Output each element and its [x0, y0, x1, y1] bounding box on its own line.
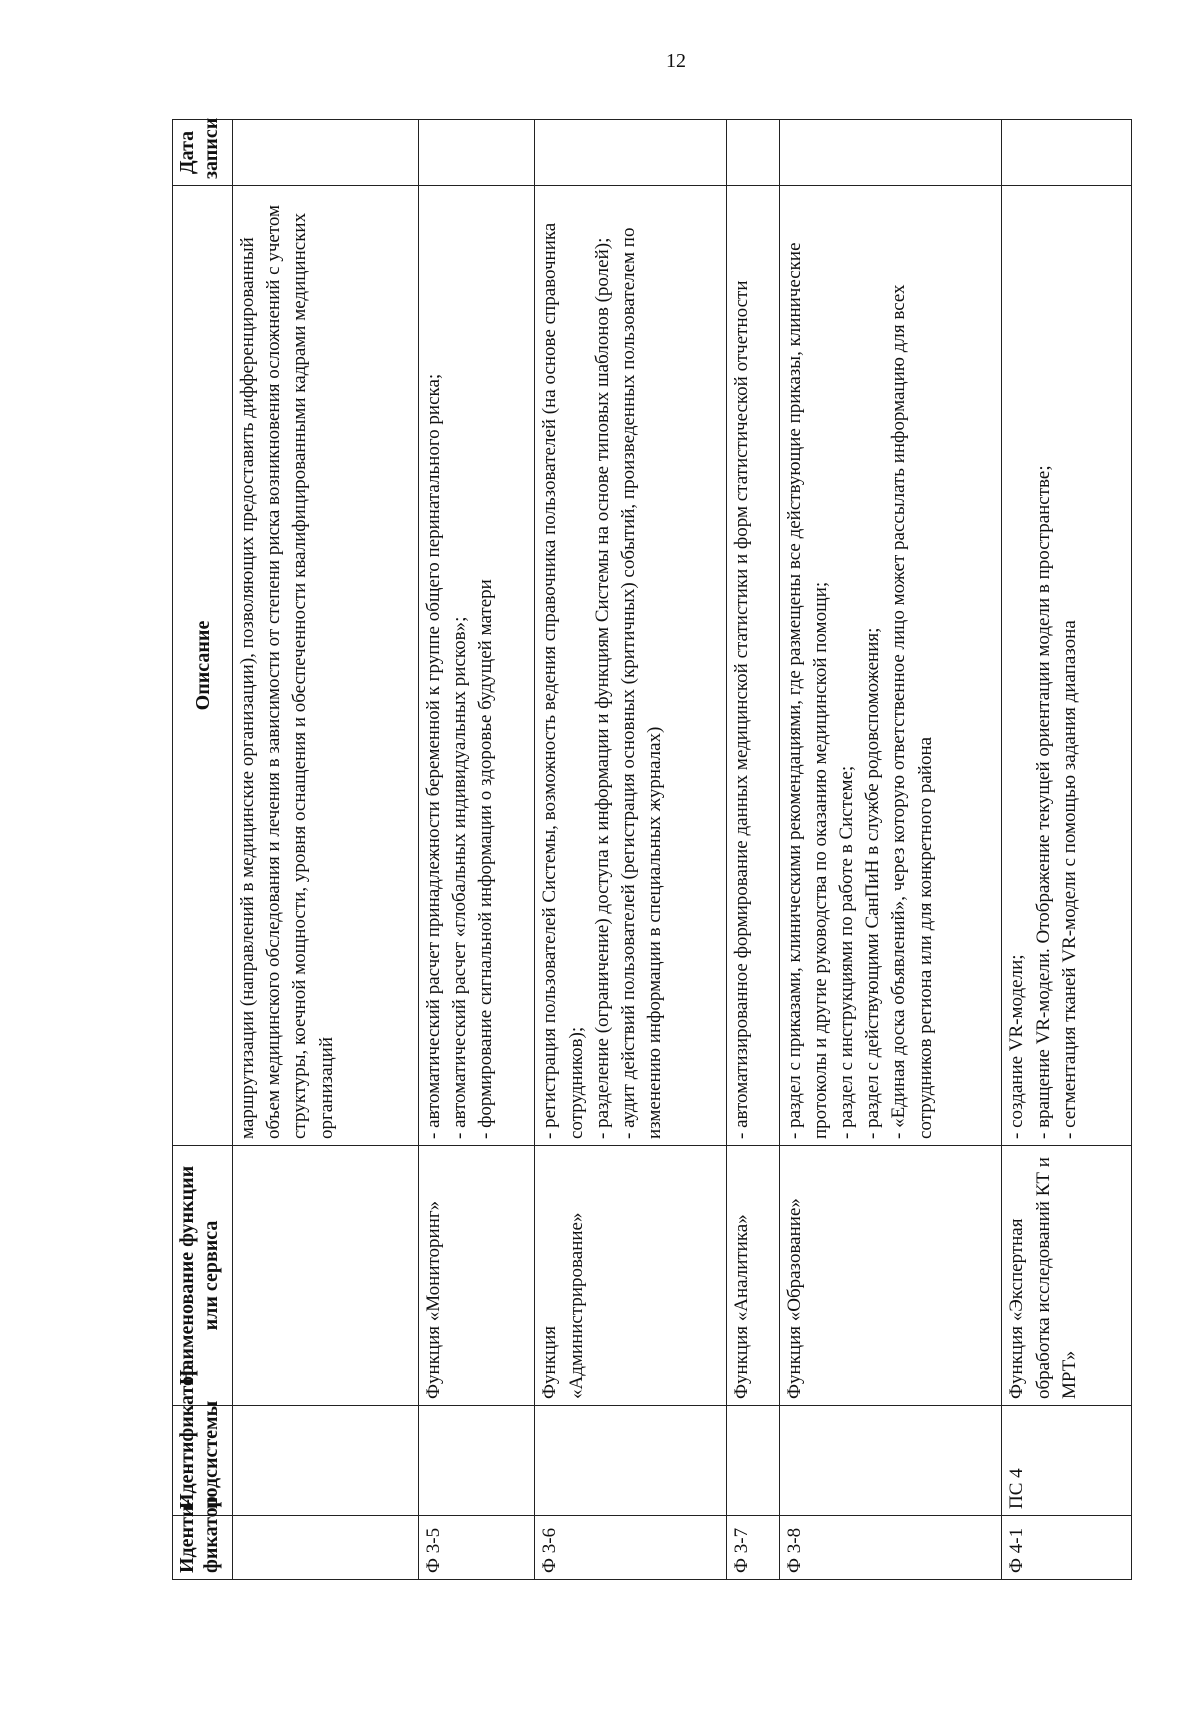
cell-description [1002, 186, 1132, 1146]
cell-name: Функция «Экспертная обработка исследований КТ и МРТ» [1002, 1146, 1132, 1406]
description-line: маршрутизации (направлений в медицинские организации), позволяющих предоставить дифференцированный объем медицинского обследования и лечения в зависимости от степени риска возникновения осложнений с учетом структуры, коечной мощности, уровня оснащения и обеспеченности квалифицированными кадрами медицинских организаций [237, 204, 337, 1139]
cell-subsystem [779, 1406, 1002, 1516]
cell-id [233, 1516, 419, 1580]
description-line: - разделение (ограничение) доступа к информации и функциям Системы на основе типовых шаблонов (ролей); [591, 237, 613, 1139]
cell-id: Ф 3-6 [535, 1516, 726, 1580]
table-row [233, 120, 419, 1580]
description-line: - раздел с приказами, клиническими рекомендациями, где размещены все действующие приказы, клинические протоколы и другие руководства по оказанию медицинской помощи; [783, 242, 831, 1139]
table-row [535, 120, 726, 1580]
cell-id: Ф 3-5 [418, 1516, 535, 1580]
cell-id: Ф 3-7 [726, 1516, 779, 1580]
header-description: Описание [173, 186, 233, 1146]
cell-subsystem [418, 1406, 535, 1516]
header-id: Иденти-фикатор [173, 1516, 233, 1580]
description-line: - сегментация тканей VR-модели с помощью задания диапазона [1058, 620, 1080, 1139]
cell-description [233, 186, 419, 1146]
table-wrapper [172, 117, 1132, 1580]
cell-date [535, 120, 726, 186]
cell-id: Ф 4-1 [1002, 1516, 1132, 1580]
description-line: - «Единая доска объявлений», через которую ответственное лицо может рассылать информацию для всех сотрудников региона или для конкретного района [888, 284, 936, 1139]
functions-table [172, 119, 1132, 1580]
cell-date [726, 120, 779, 186]
description-line: - вращение VR-модели. Отображение текущей ориентации модели в пространстве; [1032, 465, 1054, 1139]
description-line: - раздел с действующими СанПиН в службе родовспоможения; [862, 627, 884, 1139]
header-date: Дата записи [173, 120, 233, 186]
description-line: - автоматический расчет «глобальных индивидуальных рисков»; [448, 616, 470, 1139]
cell-date [418, 120, 535, 186]
header-subsystem: Идентификатор подсистемы [173, 1406, 233, 1516]
description-line: - формирование сигнальной информации о здоровье будущей матери [475, 579, 497, 1139]
cell-description [418, 186, 535, 1146]
cell-description [726, 186, 779, 1146]
table-header-row [173, 120, 233, 1580]
cell-date [233, 120, 419, 186]
description-line: - аудит действий пользователей (регистрация основных (критичных) событий, произведенных пользователем по изменению информации в специальных журналах) [618, 227, 666, 1139]
cell-description [535, 186, 726, 1146]
description-line: - раздел с инструкциями по работе в Системе; [836, 765, 858, 1139]
cell-name: Функция «Образование» [779, 1146, 1002, 1406]
cell-name [233, 1146, 419, 1406]
cell-name: Функция «Мониторинг» [418, 1146, 535, 1406]
header-name: Наименование функции или сервиса [173, 1146, 233, 1406]
cell-description [779, 186, 1002, 1146]
cell-subsystem [726, 1406, 779, 1516]
table-row [726, 120, 779, 1580]
page-number: 12 [666, 50, 686, 72]
cell-subsystem [535, 1406, 726, 1516]
cell-id: Ф 3-8 [779, 1516, 1002, 1580]
description-line: - создание VR-модели; [1006, 954, 1028, 1139]
table-row [418, 120, 535, 1580]
rotated-table-container [172, 117, 1132, 1580]
cell-name: Функция «Администрирование» [535, 1146, 726, 1406]
table-row [779, 120, 1002, 1580]
cell-subsystem [233, 1406, 419, 1516]
table-row [1002, 120, 1132, 1580]
cell-subsystem: ПС 4 [1002, 1406, 1132, 1516]
description-line: - автоматизированное формирование данных медицинской статистики и форм статистической отчетности [730, 280, 752, 1139]
cell-name: Функция «Аналитика» [726, 1146, 779, 1406]
description-line: - автоматический расчет принадлежности беременной к группе общего перинатального риска; [422, 373, 444, 1139]
cell-date [779, 120, 1002, 186]
cell-date [1002, 120, 1132, 186]
description-line: - регистрация пользователей Системы, возможность ведения справочника пользователей (на основе справочника сотрудников); [539, 222, 587, 1139]
